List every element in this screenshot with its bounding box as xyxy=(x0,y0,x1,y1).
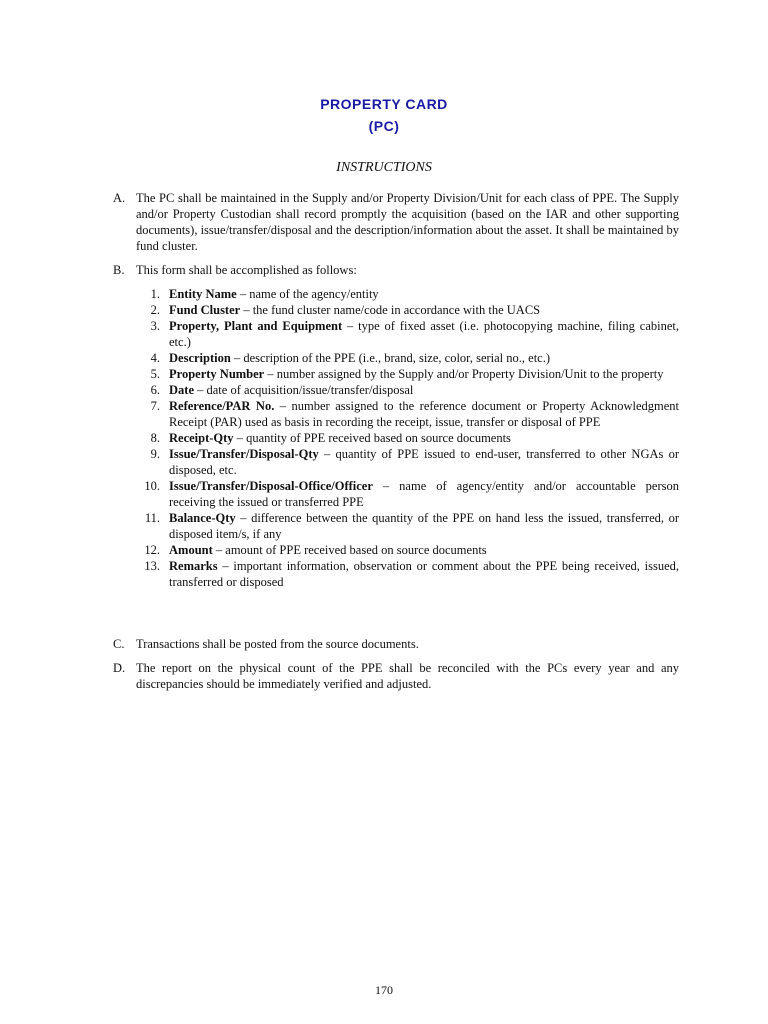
item-term: Amount xyxy=(169,543,213,557)
section-d xyxy=(113,660,679,692)
section-a xyxy=(113,190,679,254)
item-number: 8. xyxy=(150,431,160,445)
list-item xyxy=(136,558,679,590)
section-marker: C. xyxy=(113,637,125,651)
list-item xyxy=(136,430,679,446)
item-number: 3. xyxy=(150,319,160,333)
item-term: Remarks xyxy=(169,559,218,573)
item-number: 2. xyxy=(150,303,160,317)
page-title: PROPERTY CARD xyxy=(320,96,448,112)
item-description: – name of agency/entity and/or accountable person receiving the issued or transferred PPE xyxy=(169,479,679,509)
item-term: Property Number xyxy=(169,367,265,381)
section-b xyxy=(113,262,679,278)
item-description: – difference between the quantity of the PPE on hand less the issued, transferred, or disposed item/s, if any xyxy=(169,511,679,541)
instructions-heading: INSTRUCTIONS xyxy=(336,160,432,175)
item-description: – number assigned by the Supply and/or Property Division/Unit to the property xyxy=(264,367,664,381)
page-number: 170 xyxy=(375,983,393,997)
item-description: – the fund cluster name/code in accordance with the UACS xyxy=(240,303,541,317)
list-item xyxy=(136,510,679,542)
item-number: 10. xyxy=(144,479,160,493)
item-number: 11. xyxy=(144,511,160,525)
item-term: Entity Name xyxy=(169,287,237,301)
list-item xyxy=(136,302,679,318)
item-term: Receipt-Qty xyxy=(169,431,234,445)
list-item xyxy=(136,446,679,478)
item-description: – number assigned to the reference document or Property Acknowledgment Receipt (PAR) used as basis in recording the receipt, issue, transfer or disposal of PPE xyxy=(169,399,679,429)
list-item xyxy=(136,366,679,382)
item-term: Issue/Transfer/Disposal-Office/Officer xyxy=(169,479,373,493)
section-marker: B. xyxy=(113,263,125,277)
list-item xyxy=(136,382,679,398)
section-c xyxy=(113,636,679,652)
item-term: Property, Plant and Equipment xyxy=(169,319,343,333)
list-item xyxy=(136,350,679,366)
item-description: – date of acquisition/issue/transfer/disposal xyxy=(194,383,414,397)
item-description: – amount of PPE received based on source documents xyxy=(212,543,487,557)
item-term: Date xyxy=(169,383,194,397)
list-item xyxy=(136,286,679,302)
item-description: – type of fixed asset (i.e. photocopying machine, filing cabinet, etc.) xyxy=(169,319,679,349)
item-term: Fund Cluster xyxy=(169,303,241,317)
item-number: 5. xyxy=(150,367,160,381)
item-number: 1. xyxy=(150,287,160,301)
section-text: Transactions shall be posted from the source documents. xyxy=(136,637,419,651)
item-number: 6. xyxy=(150,383,160,397)
item-term: Issue/Transfer/Disposal-Qty xyxy=(169,447,319,461)
section-text: The report on the physical count of the PPE shall be reconciled with the PCs every year and any discrepancies should be immediately verified and adjusted. xyxy=(136,661,679,691)
item-term: Balance-Qty xyxy=(169,511,236,525)
section-text: This form shall be accomplished as follows: xyxy=(136,263,357,277)
section-marker: A. xyxy=(113,191,126,205)
item-term: Description xyxy=(169,351,231,365)
item-description: – quantity of PPE issued to end-user, transferred to other NGAs or disposed, etc. xyxy=(169,447,679,477)
item-description: – important information, observation or comment about the PPE being received, issued, transferred or disposed xyxy=(169,559,679,589)
item-description: – description of the PPE (i.e., brand, size, color, serial no., etc.) xyxy=(230,351,551,365)
item-term: Reference/PAR No. xyxy=(169,399,275,413)
item-number: 12. xyxy=(144,543,160,557)
item-description: – quantity of PPE received based on source documents xyxy=(233,431,511,445)
item-number: 9. xyxy=(150,447,160,461)
field-instructions-list xyxy=(136,286,679,590)
item-number: 13. xyxy=(144,559,160,573)
section-text: The PC shall be maintained in the Supply and/or Property Division/Unit for each class of PPE. The Supply and/or Property Custodian shall record promptly the acquisition (based on the IAR and other supporting documents), issue/transfer/disposal and the description/information about the asset. It shall be maintained by fund cluster. xyxy=(136,191,679,253)
item-number: 4. xyxy=(150,351,160,365)
item-description: – name of the agency/entity xyxy=(236,287,379,301)
item-number: 7. xyxy=(150,399,160,413)
list-item xyxy=(136,542,679,558)
list-item xyxy=(136,478,679,510)
section-marker: D. xyxy=(113,661,126,675)
list-item xyxy=(136,318,679,350)
list-item xyxy=(136,398,679,430)
page-title-abbreviation: (PC) xyxy=(368,118,400,134)
